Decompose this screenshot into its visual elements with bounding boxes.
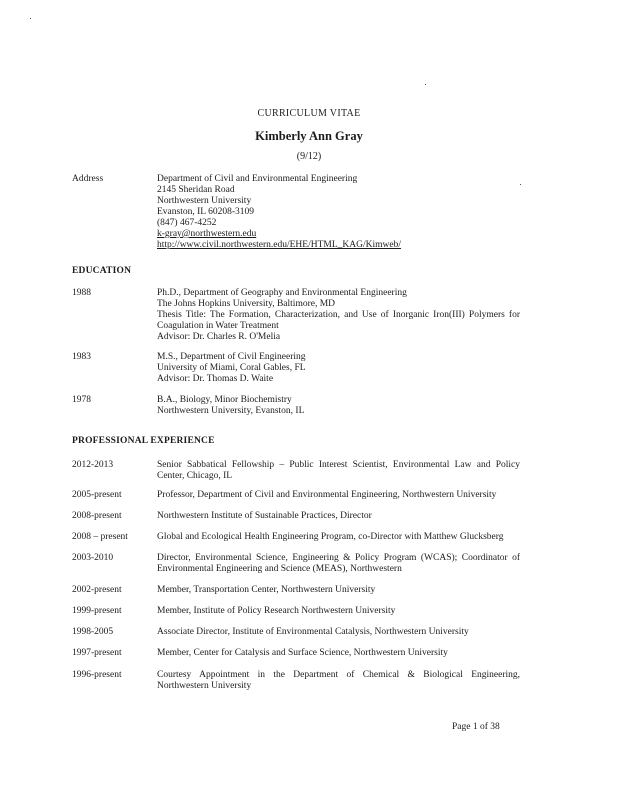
scan-speck [425, 84, 426, 85]
experience-years: 1999-present [72, 606, 122, 616]
experience-text: Professor, Department of Civil and Environmental Engineering, Northwestern University [157, 490, 497, 500]
experience-text: Global and Ecological Health Engineering Program, co-Director with Matthew Glucksberg [157, 532, 504, 542]
education-line: The Johns Hopkins University, Baltimore, MD [157, 299, 336, 309]
education-year: 1983 [72, 352, 91, 362]
address-line: Department of Civil and Environmental Engineering [157, 174, 358, 184]
experience-years: 1997-present [72, 648, 122, 658]
address-line: 2145 Sheridan Road [157, 185, 235, 195]
document-date: (9/12) [296, 151, 322, 162]
experience-years: 2002-present [72, 585, 122, 595]
phone-number: (847) 467-4252 [157, 218, 217, 228]
document-title: CURRICULUM VITAE [257, 108, 361, 119]
address-label: Address [72, 174, 104, 184]
experience-text: Courtesy Appointment in the Department of Chemical & Biological Engineering, Northwestern University [157, 670, 520, 691]
education-year: 1988 [72, 288, 91, 298]
education-line: University of Miami, Coral Gables, FL [157, 363, 306, 373]
education-entry [157, 352, 306, 385]
experience-years: 1996-present [72, 670, 122, 680]
person-name: Kimberly Ann Gray [255, 129, 363, 143]
website-link[interactable]: http://www.civil.northwestern.edu/EHE/HTML_KAG/Kimweb/ [157, 240, 401, 250]
education-line: Advisor: Dr. Thomas D. Waite [157, 374, 274, 384]
page-number: Page 1 of 38 [452, 722, 500, 732]
scan-speck [30, 18, 31, 19]
experience-years: 2008 – present [72, 532, 128, 542]
experience-text: Senior Sabbatical Fellowship – Public Interest Scientist, Environmental Law and Policy Center, Chicago, IL [157, 460, 520, 481]
education-line: B.A., Biology, Minor Biochemistry [157, 395, 292, 405]
experience-text: Member, Transportation Center, Northwestern University [157, 585, 376, 595]
education-entry [157, 395, 304, 417]
education-line: Northwestern University, Evanston, IL [157, 406, 305, 416]
experience-text: Member, Institute of Policy Research Northwestern University [157, 606, 396, 616]
education-entry [157, 288, 520, 343]
education-line: M.S., Department of Civil Engineering [157, 352, 306, 362]
address-line: Northwestern University [157, 196, 252, 206]
experience-years: 2003-2010 [72, 553, 114, 563]
education-year: 1978 [72, 395, 91, 405]
education-line: Advisor: Dr. Charles R. O'Melia [157, 332, 281, 342]
experience-heading: PROFESSIONAL EXPERIENCE [72, 436, 215, 446]
experience-text: Associate Director, Institute of Environmental Catalysis, Northwestern University [157, 627, 469, 637]
experience-years: 2012-2013 [72, 460, 114, 470]
education-line: Ph.D., Department of Geography and Environmental Engineering [157, 288, 407, 298]
address-line: Evanston, IL 60208-3109 [157, 207, 255, 217]
email-link[interactable]: k-gray@northwestern.edu [157, 229, 257, 239]
experience-text: Northwestern Institute of Sustainable Practices, Director [157, 511, 372, 521]
experience-years: 2005-present [72, 490, 122, 500]
experience-text: Member, Center for Catalysis and Surface Science, Northwestern University [157, 648, 448, 658]
address-block [157, 174, 401, 251]
experience-years: 2008-present [72, 511, 122, 521]
experience-text: Director, Environmental Science, Engineering & Policy Program (WCAS); Coordinator of Environmental Engineering and Science (MEAS), Northwestern [157, 553, 520, 574]
education-heading: EDUCATION [72, 266, 132, 276]
scan-speck [520, 184, 521, 185]
experience-years: 1998-2005 [72, 627, 114, 637]
education-line: Thesis Title: The Formation, Characterization, and Use of Inorganic Iron(III) Polymers for Coagulation in Water Treatment [157, 310, 520, 331]
